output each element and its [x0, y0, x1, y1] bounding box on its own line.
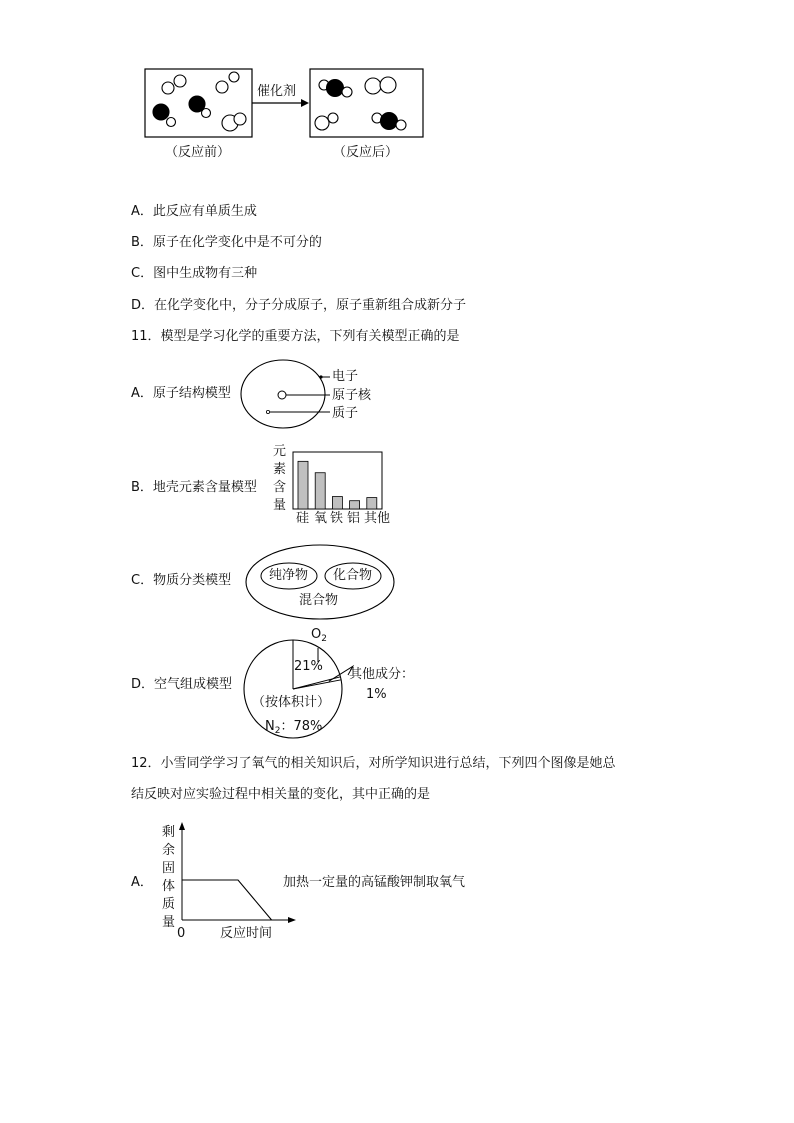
bar-4 [367, 498, 377, 509]
q11-option-a-label: A．原子结构模型 [131, 386, 231, 401]
category-label: 其他 [364, 511, 391, 526]
category-label: 铁 [330, 511, 344, 526]
x-axis-arrow [288, 917, 296, 923]
category-label: 氧 [314, 511, 328, 526]
ylabel-char: 量 [162, 915, 176, 930]
by-volume-label: （按体积计） [252, 695, 331, 710]
compound-label: 化合物 [333, 568, 373, 583]
origin-label: 0 [177, 926, 186, 941]
q12-option-a-caption: 加热一定量的高锰酸钾制取氧气 [283, 875, 466, 890]
ylabel-char: 素 [273, 462, 287, 477]
ylabel-char: 剩 [162, 825, 176, 840]
o2-percent: 21% [294, 659, 323, 674]
after-label: （反应后） [333, 145, 399, 160]
bar-0 [298, 461, 308, 509]
mass-series-line [182, 880, 272, 920]
bar-2 [332, 497, 342, 509]
y-axis-arrow [179, 822, 185, 830]
classification-diagram [245, 544, 405, 624]
q10-option-d: D．在化学变化中，分子分成原子，原子重新组合成新分子 [131, 298, 467, 313]
q10-option-a: A．此反应有单质生成 [131, 204, 257, 219]
crust-bar-chart [293, 452, 383, 510]
q12-stem-line1: 12．小雪同学学习了氧气的相关知识后，对所学知识进行总结，下列四个图像是她总 [131, 756, 616, 771]
electron-label: 电子 [332, 369, 359, 384]
ylabel-char: 含 [273, 480, 287, 495]
other-components-label: 其他成分： [349, 667, 415, 682]
ylabel-char: 量 [273, 498, 287, 513]
ylabel-char: 质 [162, 897, 176, 912]
before-label: （反应前） [165, 145, 231, 160]
other-percent: 1% [366, 687, 387, 702]
category-label: 硅 [296, 511, 310, 526]
nucleus-label: 原子核 [332, 388, 372, 403]
q11-option-c-label: C．物质分类模型 [131, 573, 232, 588]
ylabel-char: 元 [273, 444, 287, 459]
q10-option-c: C．图中生成物有三种 [131, 266, 258, 281]
q11-stem: 11．模型是学习化学的重要方法，下列有关模型正确的是 [131, 329, 460, 344]
proton-label: 质子 [332, 406, 359, 421]
q11-option-d-label: D．空气组成模型 [131, 677, 233, 692]
q12-option-a-letter: A． [131, 875, 153, 890]
ylabel-char: 余 [162, 843, 176, 858]
catalyst-label: 催化剂 [257, 84, 297, 99]
o2-label: $O_2$ [311, 627, 327, 644]
q12-stem-line2: 结反映对应实验过程中相关量的变化，其中正确的是 [131, 787, 431, 802]
category-label: 铝 [347, 511, 361, 526]
ylabel-char: 固 [162, 861, 176, 876]
ylabel-char: 体 [162, 879, 176, 894]
bar-1 [315, 473, 325, 509]
mass-line-chart [178, 820, 298, 930]
x-axis-label: 反应时间 [220, 926, 273, 941]
bar-3 [350, 501, 360, 509]
pure-substance-label: 纯净物 [269, 568, 309, 583]
q10-option-b: B．原子在化学变化中是不可分的 [131, 235, 322, 250]
q11-option-b-label: B．地壳元素含量模型 [131, 480, 257, 495]
mixture-label: 混合物 [299, 593, 339, 608]
n2-label: $N_2$：78% [265, 719, 323, 736]
